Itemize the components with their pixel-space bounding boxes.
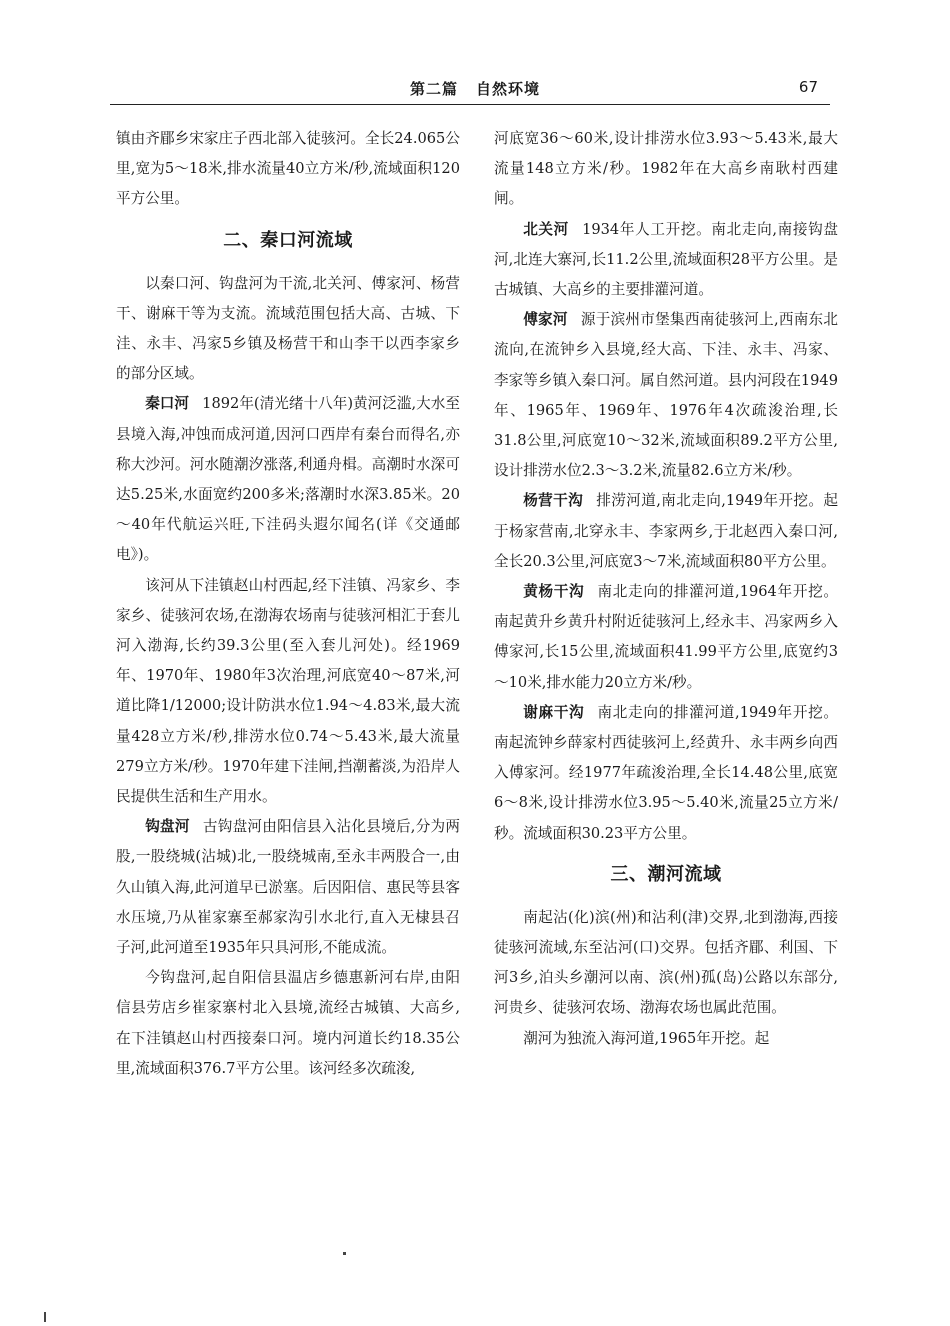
header-section: 自然环境 [476, 80, 541, 98]
entry-term: 钩盘河 [145, 818, 190, 836]
right-column [494, 124, 838, 1054]
scan-speck [44, 1312, 46, 1322]
entry-term: 秦口河 [145, 395, 190, 413]
section-heading-chaohe: 三、潮河流域 [610, 863, 722, 885]
entry-yangying [494, 486, 838, 577]
entry-text: 排涝河道,南北走向,1949年开挖。起于杨家营南,北穿永丰、李家两乡,于北赵西入秦口河,全长20.3公里,河底宽3～7米,流域面积80平方公里。 [494, 492, 838, 570]
entry-term: 谢麻干沟 [523, 703, 585, 721]
left-column [116, 124, 460, 1084]
entry-text: 1934年人工开挖。南北走向,南接钩盘河,北连大寨河,长11.2公里,流域面积28平方公里。是古城镇、大高乡的主要排灌河道。 [494, 220, 838, 299]
entry-text: 古钩盘河由阳信县入沾化县境后,分为两股,一股绕城(沾城)北,一股绕城南,至永丰两股合一,由久山镇入海,此河道早已淤塞。后因阳信、惠民等县客水压境,乃从崔家寨至郝家沟引水北行,直入无棣县召子河,此河道至1935年只具河形,不能成流。 [116, 818, 460, 957]
entry-xiema [494, 698, 838, 849]
header-part: 第二篇 [410, 80, 459, 98]
entry-term: 杨营干沟 [523, 492, 584, 510]
entry-text: 1892年(清光绪十八年)黄河泛滥,大水至县境入海,冲蚀而成河道,因河口西岸有秦台而得名,亦称大沙河。河水随潮汐涨落,利通舟楫。高潮时水深可达5.25米,水面宽约200多米;落潮时水深3.85米。20～40年代航运兴旺,下洼码头遐尔闻名(详《交通邮电》)。 [116, 395, 460, 564]
entry-text: 南北走向的排灌河道,1949年开挖。南起流钟乡薛家村西徒骇河上,经黄升、永丰两乡向西入傅家河。经1977年疏浚治理,全长14.48公里,底宽6～8米,设计排涝水位3.95～5.40米,流量25立方米/秒。流域面积30.23平方公里。 [494, 703, 838, 842]
entry-term: 北关河 [523, 220, 569, 238]
entry-beiguan [494, 215, 838, 306]
entry-huangyang [494, 577, 838, 698]
header-divider [110, 104, 830, 105]
paragraph: 今钩盘河,起自阳信县温店乡德惠新河右岸,由阳信县劳店乡崔家寨村北入县境,流经古城镇、大高乡,在下洼镇赵山村西接秦口河。境内河道长约18.35公里,流域面积376.7平方公里。该河经多次疏浚, [116, 969, 460, 1077]
paragraph: 以秦口河、钩盘河为干流,北关河、傅家河、杨营干、谢麻干等为支流。流域范围包括大高、古城、下洼、永丰、冯家5乡镇及杨营干和山李干以西李家乡的部分区域。 [116, 274, 460, 383]
header-title [410, 78, 558, 99]
entry-text: 源于滨州市堡集西南徒骇河上,西南东北流向,在流钟乡入县境,经大高、下洼、永丰、冯家、李家等乡镇入秦口河。属自然河道。县内河段在1949年、1965年、1969年、1976年4次疏浚治理,长31.8公里,河底宽10～32米,流域面积89.2平方公里,设计排涝水位2.3～3.2米,流量82.6立方米/秒。 [494, 311, 838, 480]
paragraph: 该河从下洼镇赵山村西起,经下洼镇、冯家乡、李家乡、徒骇河农场,在渤海农场南与徒骇河相汇于套儿河入渤海,长约39.3公里(至入套儿河处)。经1969年、1970年、1980年3次治理,河底宽40～87米,河道比降1/12000;设计防洪水位1.94～4.83米,最大流量428立方米/秒,排涝水位0.74～5.43米,最大流量279立方米/秒。1970年建下洼闸,挡潮蓄淡,为沿岸人民提供生活和生产用水。 [116, 576, 460, 806]
paragraph: 南起沾(化)滨(州)和沾利(津)交界,北到渤海,西接徒骇河流域,东至沾河(口)交界。包括齐郿、利国、下河3乡,泊头乡潮河以南、滨(州)孤(岛)公路以东部分,河贵乡、徒骇河农场、渤海农场也属此范围。 [494, 908, 838, 1017]
section-heading-qinkou: 二、秦口河流域 [223, 229, 353, 251]
entry-text: 南北走向的排灌河道,1964年开挖。南起黄升乡黄升村附近徒骇河上,经永丰、冯家两乡入傅家河,长15公里,流域面积41.99平方公里,底宽约3～10米,排水能力20立方米/秒。 [494, 583, 838, 691]
paragraph: 河底宽36～60米,设计排涝水位3.93～5.43米,最大流量148立方米/秒。1982年在大高乡南耿村西建闸。 [494, 130, 838, 208]
paragraph: 潮河为独流入海河道,1965年开挖。起 [523, 1029, 770, 1047]
entry-term: 黄杨干沟 [523, 583, 585, 601]
page-number: 67 [798, 78, 818, 96]
running-header [110, 76, 830, 102]
scan-speck [343, 1252, 346, 1255]
entry-goupan [116, 812, 460, 963]
entry-term: 傅家河 [523, 311, 568, 329]
entry-qinkou [116, 389, 460, 570]
entry-fujia [494, 305, 838, 486]
paragraph: 镇由齐郿乡宋家庄子西北部入徒骇河。全长24.065公里,宽为5～18米,排水流量40立方米/秒,流域面积120平方公里。 [116, 130, 460, 208]
